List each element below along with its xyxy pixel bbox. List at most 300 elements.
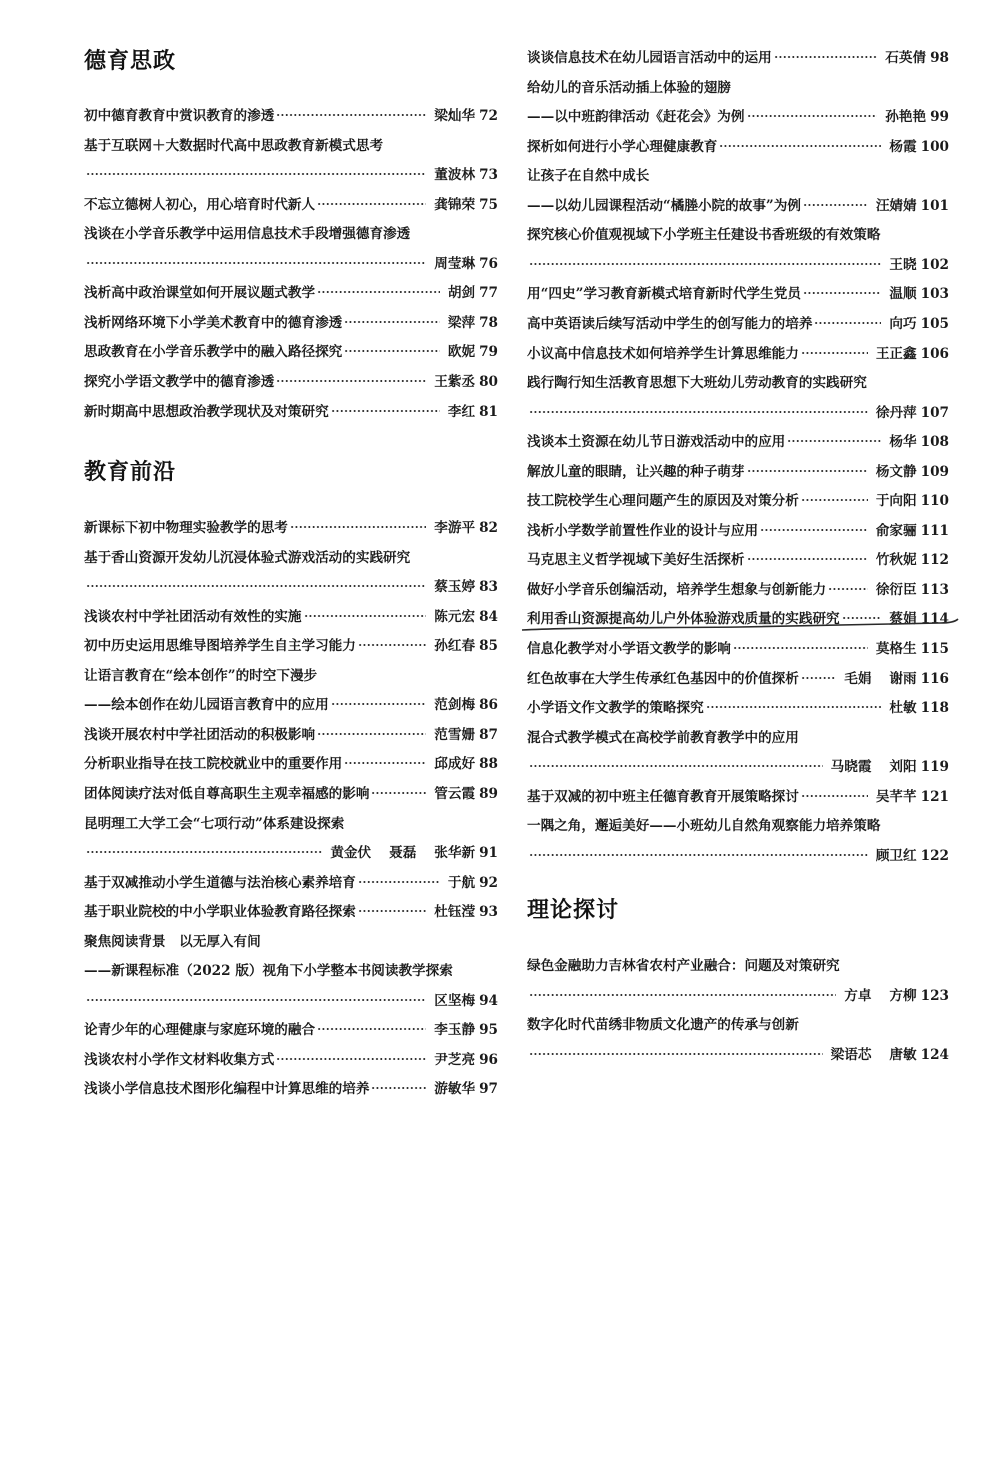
entry-author: 李红 (447, 403, 476, 420)
section-heading: 理论探讨 (527, 898, 620, 923)
entry-page-number: 87 (479, 726, 498, 743)
entry-title: 给幼儿的音乐活动插上体验的翅膀 (527, 79, 731, 96)
entry-author: 刘阳 (889, 759, 917, 776)
entry-page-number: 80 (479, 373, 498, 390)
entry-title: 谈谈信息技术在幼儿园语言活动中的运用 (527, 50, 772, 66)
entry-author: 于向阳 (875, 493, 917, 510)
entry-line (84, 366, 498, 390)
leader-dots (747, 554, 868, 564)
entry-page-number: 107 (920, 404, 949, 421)
leader-dots (774, 52, 878, 62)
leader-dots (371, 788, 426, 798)
entry-leader-line (527, 1039, 949, 1063)
entry-title: 用“四史”学习教育新模式培育新时代学生党员 (527, 286, 801, 303)
leader-dots (529, 1049, 823, 1059)
entry-author: 徐衍臣 (875, 581, 917, 598)
entry-title-line (527, 72, 949, 96)
entry-title: 不忘立德树人初心，用心培育时代新人 (84, 196, 316, 213)
entry-byline (434, 693, 498, 713)
entry-byline (889, 253, 949, 273)
leader-dots (529, 407, 868, 417)
entry-title-line (84, 218, 498, 242)
leader-dots (86, 995, 426, 1005)
entry-author: 梁萍 (447, 314, 476, 331)
leader-dots (529, 259, 881, 269)
entry-line (84, 1044, 498, 1068)
entry-byline (876, 194, 949, 214)
leader-dots (317, 729, 426, 739)
entry-page-number: 96 (479, 1051, 498, 1068)
entry-title: 绿色金融助力吉林省农村产业融合：问题及对策研究 (527, 958, 840, 974)
entry-line (84, 307, 498, 331)
leader-dots (344, 317, 440, 327)
leader-dots (801, 673, 836, 683)
entry-page-number: 116 (920, 670, 949, 687)
entry-title: 探究核心价值观视域下小学班主任建设书香班级的有效策略 (527, 227, 881, 244)
section-heading: 德育思政 (84, 49, 177, 74)
entry-author: 管云霞 (434, 785, 476, 802)
leader-dots (747, 111, 878, 121)
entry-leader-line (527, 840, 949, 864)
entry-author: 梁语芯 (830, 1046, 872, 1063)
entry-byline (434, 516, 498, 536)
entry-author: 俞家骊 (875, 522, 917, 539)
leader-dots (828, 584, 868, 594)
leader-dots (801, 495, 868, 505)
leader-dots (276, 376, 426, 386)
leader-dots (801, 791, 868, 801)
entry-title: 聚焦阅读背景 以无厚入有间 (84, 933, 261, 950)
entry-byline (448, 340, 498, 360)
entry-title: 浅谈本土资源在幼儿节日游戏活动中的应用 (527, 434, 786, 451)
entry-author: 范剑梅 (434, 697, 476, 714)
entry-title: ——以幼儿园课程活动“橘塍小院的故事”为例 (527, 197, 801, 214)
entry-title: 红色故事在大学生传承红色基因中的价值探析 (527, 670, 799, 687)
entry-author: 孙红春 (434, 638, 476, 655)
entry-page-number: 122 (920, 847, 949, 864)
entry-page-number: 101 (920, 197, 949, 214)
entry-line (527, 426, 949, 450)
entry-byline (434, 104, 498, 124)
leader-dots (719, 141, 881, 151)
leader-dots (529, 761, 823, 771)
entry-page-number: 113 (920, 581, 949, 598)
entry-line (84, 100, 498, 124)
entry-leader-line (84, 248, 498, 272)
entry-page-number: 110 (920, 493, 949, 510)
entry-page-number: 119 (920, 759, 949, 776)
entry-title: 浅析高中政治课堂如何开展议题式教学 (84, 285, 316, 302)
entry-title: 混合式教学模式在高校学前教育教学中的应用 (527, 729, 799, 746)
entry-byline (434, 193, 498, 213)
entry-leader-line (84, 571, 498, 595)
entry-byline (448, 281, 498, 301)
leader-dots (276, 1054, 426, 1064)
entry-author: 周莹琳 (434, 255, 476, 272)
entry-title: 践行陶行知生活教育思想下大班幼儿劳动教育的实践研究 (527, 375, 867, 392)
entry-author: 李游平 (434, 520, 476, 536)
entry-title-line (527, 219, 949, 243)
entry-author: 杨文静 (875, 463, 917, 480)
entry-title: 小学语文作文教学的策略探究 (527, 700, 704, 717)
entry-byline (434, 575, 498, 595)
entry-page-number: 94 (479, 992, 498, 1009)
entry-line (527, 485, 949, 509)
entry-byline (889, 282, 949, 302)
entry-title: 数字化时代苗绣非物质文化遗产的传承与创新 (527, 1017, 799, 1034)
entry-title: 让孩子在自然中成长 (527, 168, 650, 185)
entry-byline (876, 637, 949, 657)
entry-title: 昆明理工大学工会“七项行动”体系建设探索 (84, 815, 345, 832)
entry-page-number: 76 (479, 255, 498, 272)
entry-title: 马克思主义哲学视域下美好生活探析 (527, 552, 745, 569)
entry-author: 温顺 (889, 286, 917, 303)
entry-author: 汪婧婧 (875, 197, 917, 214)
entry-page-number: 123 (920, 987, 949, 1004)
entry-byline (434, 252, 498, 272)
entry-author: 龚锦荣 (434, 196, 476, 213)
entry-title: 一隅之角，邂逅美好——小班幼儿自然角观察能力培养策略 (527, 818, 881, 835)
entry-author: 徐丹萍 (875, 404, 917, 421)
entry-byline (434, 1048, 498, 1068)
entry-page-number: 102 (920, 256, 949, 273)
leader-dots (529, 850, 868, 860)
entry-leader-line (84, 837, 498, 861)
entry-page-number: 103 (920, 286, 949, 303)
entry-line (527, 781, 949, 805)
leader-dots (787, 436, 881, 446)
entry-line (84, 630, 498, 654)
leader-dots (358, 877, 440, 887)
entry-title: 初中德育教育中赏识教育的渗透 (84, 108, 275, 124)
leader-dots (706, 702, 882, 712)
entry-byline (448, 311, 498, 331)
entry-byline (434, 900, 498, 920)
leader-dots (304, 611, 427, 621)
leader-dots (86, 258, 426, 268)
entry-leader-line (527, 249, 949, 273)
entry-line (527, 663, 949, 687)
entry-line (527, 42, 949, 66)
leader-dots (760, 525, 868, 535)
leader-dots (86, 169, 426, 179)
entry-title: 新时期高中思想政治教学现状及对策研究 (84, 403, 329, 420)
entry-title-line (84, 926, 498, 950)
entry-line (84, 719, 498, 743)
entry-author: 向巧 (889, 315, 917, 332)
entry-line (84, 396, 498, 420)
entry-title-line (84, 130, 498, 154)
entry-title: ——以中班韵律活动《赶花会》为例 (527, 109, 745, 126)
entry-title: 浅谈开展农村中学社团活动的积极影响 (84, 726, 316, 743)
entry-title: 思政教育在小学音乐教学中的融入路径探究 (84, 344, 343, 361)
entry-author: 蔡玉婷 (434, 579, 476, 596)
leader-dots (371, 1083, 426, 1093)
entry-author: 吴芊芊 (875, 788, 917, 805)
entry-line (84, 601, 498, 625)
entry-page-number: 77 (479, 285, 498, 302)
leader-dots (317, 287, 440, 297)
entry-line (527, 278, 949, 302)
leader-dots (344, 758, 426, 768)
entry-title-line (527, 367, 949, 391)
entry-author: 范雪姗 (434, 726, 476, 743)
leader-dots (276, 110, 426, 120)
leader-dots (529, 990, 836, 1000)
entry-line (84, 277, 498, 301)
entry-author: 唐敏 (889, 1046, 917, 1063)
entry-title: 初中历史运用思维导图培养学生自主学习能力 (84, 638, 356, 655)
entry-author: 王正鑫 (875, 345, 917, 362)
entry-author: 王紫丞 (434, 373, 476, 390)
entry-page-number: 86 (479, 697, 498, 714)
entry-byline (889, 430, 949, 450)
entry-subtitle-line (527, 190, 949, 214)
entry-page-number: 93 (479, 904, 498, 921)
leader-dots (803, 288, 882, 298)
entry-author: 于航 (447, 874, 476, 891)
entry-title: 基于双减推动小学生道德与法治核心素养培育 (84, 874, 356, 891)
entry-title: 浅谈农村小学作文材料收集方式 (84, 1051, 275, 1068)
entry-author: 区坚梅 (434, 992, 476, 1009)
entry-author: 胡剑 (447, 285, 476, 302)
entry-author: 欧妮 (447, 344, 476, 361)
entry-line (84, 512, 498, 536)
leader-dots (358, 906, 426, 916)
entry-page-number: 73 (479, 167, 498, 184)
entry-line (527, 515, 949, 539)
entry-page-number: 82 (479, 520, 498, 536)
entry-page-number: 105 (920, 315, 949, 332)
leader-dots (331, 406, 440, 416)
entry-author: 董波林 (434, 167, 476, 184)
entry-author: 石英倩 (885, 50, 927, 66)
entry-title: 技工院校学生心理问题产生的原因及对策分析 (527, 493, 799, 510)
entry-page-number: 112 (920, 552, 949, 569)
leader-dots (733, 643, 868, 653)
entry-title: 探究小学语文教学中的德育渗透 (84, 373, 275, 390)
entry-page-number: 79 (479, 344, 498, 361)
entry-author: 谢雨 (889, 670, 917, 687)
entry-page-number: 114 (920, 611, 949, 628)
entry-page-number: 124 (920, 1046, 949, 1063)
entry-author: 杨霞 (889, 138, 917, 155)
entry-byline (876, 519, 949, 539)
entry-author: 邱成好 (434, 756, 476, 773)
entry-title-line (527, 1009, 949, 1033)
entry-page-number: 106 (920, 345, 949, 362)
entry-page-number: 97 (479, 1081, 498, 1098)
entry-title: 基于香山资源开发幼儿沉浸体验式游戏活动的实践研究 (84, 549, 411, 566)
entry-byline (889, 312, 949, 332)
entry-byline (876, 785, 949, 805)
leader-dots (331, 699, 427, 709)
entry-byline (434, 752, 498, 772)
entry-byline (434, 605, 498, 625)
entry-line (84, 778, 498, 802)
entry-line (84, 748, 498, 772)
entry-byline (844, 667, 949, 687)
entry-title: 分析职业指导在技工院校就业中的重要作用 (84, 756, 343, 773)
entry-page-number: 95 (479, 1022, 498, 1039)
entry-byline (876, 548, 949, 568)
entry-subtitle-line (84, 955, 498, 979)
entry-page-number: 91 (479, 845, 498, 862)
entry-author: 方卓 (844, 987, 872, 1004)
entry-subtitle-line (527, 101, 949, 125)
entry-line (527, 544, 949, 568)
entry-title-line (527, 950, 949, 974)
entry-line (84, 1073, 498, 1097)
entry-page-number: 100 (920, 138, 949, 155)
leader-dots (803, 200, 868, 210)
entry-title: 基于双减的初中班主任德育教育开展策略探讨 (527, 788, 799, 805)
entry-byline (448, 871, 498, 891)
entry-author: 游敏华 (434, 1081, 476, 1098)
section-heading: 教育前沿 (84, 460, 177, 485)
entry-byline (434, 989, 498, 1009)
entry-author: 马晓霞 (830, 759, 872, 776)
entry-page-number: 118 (920, 700, 949, 717)
entry-byline (434, 1018, 498, 1038)
leader-dots (747, 466, 868, 476)
entry-page-number: 88 (479, 756, 498, 773)
entry-line (84, 1014, 498, 1038)
entry-byline (876, 844, 949, 864)
entry-byline (889, 135, 949, 155)
entry-title: ——绘本创作在幼儿园语言教育中的应用 (84, 697, 329, 714)
entry-byline (434, 1077, 498, 1097)
entry-page-number: 89 (479, 785, 498, 802)
entry-page-number: 78 (479, 314, 498, 331)
entry-page-number: 72 (479, 108, 498, 124)
entry-line (527, 692, 949, 716)
entry-author: 毛娟 (844, 670, 872, 687)
entry-byline (885, 46, 949, 66)
hand-drawn-underline (520, 618, 960, 638)
leader-dots (344, 346, 440, 356)
entry-byline (831, 1043, 949, 1063)
entry-author: 张华新 (434, 845, 476, 862)
entry-byline (434, 634, 498, 654)
entry-byline (434, 370, 498, 390)
entry-line (84, 896, 498, 920)
entry-line (84, 189, 498, 213)
entry-author: 杨华 (889, 434, 917, 451)
entry-author: 梁灿华 (434, 108, 476, 124)
entry-title-line (527, 722, 949, 746)
entry-author: 聂磊 (389, 845, 417, 862)
entry-title: ——新课程标准（2022 版）视角下小学整本书阅读教学探索 (84, 963, 453, 980)
entry-author: 尹芝亮 (434, 1051, 476, 1068)
entry-title: 新课标下初中物理实验教学的思考 (84, 520, 288, 536)
entry-title: 浅谈小学信息技术图形化编程中计算思维的培养 (84, 1081, 370, 1098)
entry-byline (330, 841, 498, 861)
entry-title: 解放儿童的眼睛，让兴趣的种子萌芽 (527, 463, 745, 480)
entry-title: 利用香山资源提高幼儿户外体验游戏质量的实践研究 (527, 611, 840, 628)
entry-line (527, 574, 949, 598)
entry-page-number: 81 (479, 403, 498, 420)
entry-byline (889, 696, 949, 716)
entry-byline (434, 723, 498, 743)
entry-title: 基于职业院校的中小学职业体验教育路径探索 (84, 904, 356, 921)
entry-leader-line (84, 159, 498, 183)
entry-subtitle-line (84, 689, 498, 713)
entry-leader-line (527, 980, 949, 1004)
entry-title: 浅谈在小学音乐教学中运用信息技术手段增强德育渗透 (84, 226, 411, 243)
leader-dots (814, 318, 881, 328)
entry-author: 竹秋妮 (875, 552, 917, 569)
entry-title-line (84, 660, 498, 684)
entry-page-number: 115 (920, 641, 949, 657)
entry-byline (876, 578, 949, 598)
entry-page-number: 121 (920, 788, 949, 805)
entry-author: 王晓 (889, 256, 917, 273)
entry-line (527, 308, 949, 332)
entry-author: 陈元宏 (434, 608, 476, 625)
entry-byline (434, 163, 498, 183)
entry-byline (448, 400, 498, 420)
entry-author: 黄金伏 (330, 845, 372, 862)
entry-author: 蔡娟 (889, 611, 917, 628)
entry-byline (876, 401, 949, 421)
entry-byline (876, 460, 949, 480)
entry-line (84, 867, 498, 891)
entry-byline (876, 489, 949, 509)
entry-page-number: 98 (930, 50, 949, 66)
entry-title: 做好小学音乐创编活动，培养学生想象与创新能力 (527, 581, 827, 598)
entry-author: 方柳 (889, 987, 917, 1004)
leader-dots (801, 348, 868, 358)
entry-line (527, 338, 949, 362)
entry-title: 团体阅读疗法对低自尊高职生主观幸福感的影响 (84, 785, 370, 802)
entry-leader-line (84, 985, 498, 1009)
entry-title: 浅谈农村中学社团活动有效性的实施 (84, 608, 302, 625)
entry-leader-line (527, 397, 949, 421)
entry-page-number: 108 (920, 434, 949, 451)
leader-dots (86, 581, 426, 591)
entry-byline (885, 105, 949, 125)
entry-title: 小议高中信息技术如何培养学生计算思维能力 (527, 345, 799, 362)
entry-author: 顾卫红 (875, 847, 917, 864)
entry-page-number: 83 (479, 579, 498, 596)
entry-page-number: 84 (479, 608, 498, 625)
entry-author: 杜敏 (889, 700, 917, 717)
entry-page-number: 85 (479, 638, 498, 655)
entry-title: 信息化教学对小学语文教学的影响 (527, 641, 731, 657)
entry-byline (876, 342, 949, 362)
leader-dots (317, 199, 426, 209)
entry-page-number: 75 (479, 196, 498, 213)
entry-title: 基于互联网＋大数据时代高中思政教育新模式思考 (84, 137, 384, 154)
entry-page-number: 111 (920, 522, 949, 539)
entry-title: 浅析小学数学前置性作业的设计与应用 (527, 522, 759, 539)
entry-title: 高中英语读后续写活动中学生的创写能力的培养 (527, 315, 813, 332)
leader-dots (290, 522, 426, 532)
entry-title: 探析如何进行小学心理健康教育 (527, 138, 718, 155)
entry-byline (844, 984, 949, 1004)
entry-author: 孙艳艳 (885, 109, 927, 126)
entry-page-number: 92 (479, 874, 498, 891)
entry-title-line (84, 808, 498, 832)
entry-leader-line (527, 751, 949, 775)
entry-title-line (527, 810, 949, 834)
entry-page-number: 109 (920, 463, 949, 480)
leader-dots (86, 847, 322, 857)
entry-title-line (527, 160, 949, 184)
entry-title-line (84, 542, 498, 566)
entry-byline (434, 782, 498, 802)
